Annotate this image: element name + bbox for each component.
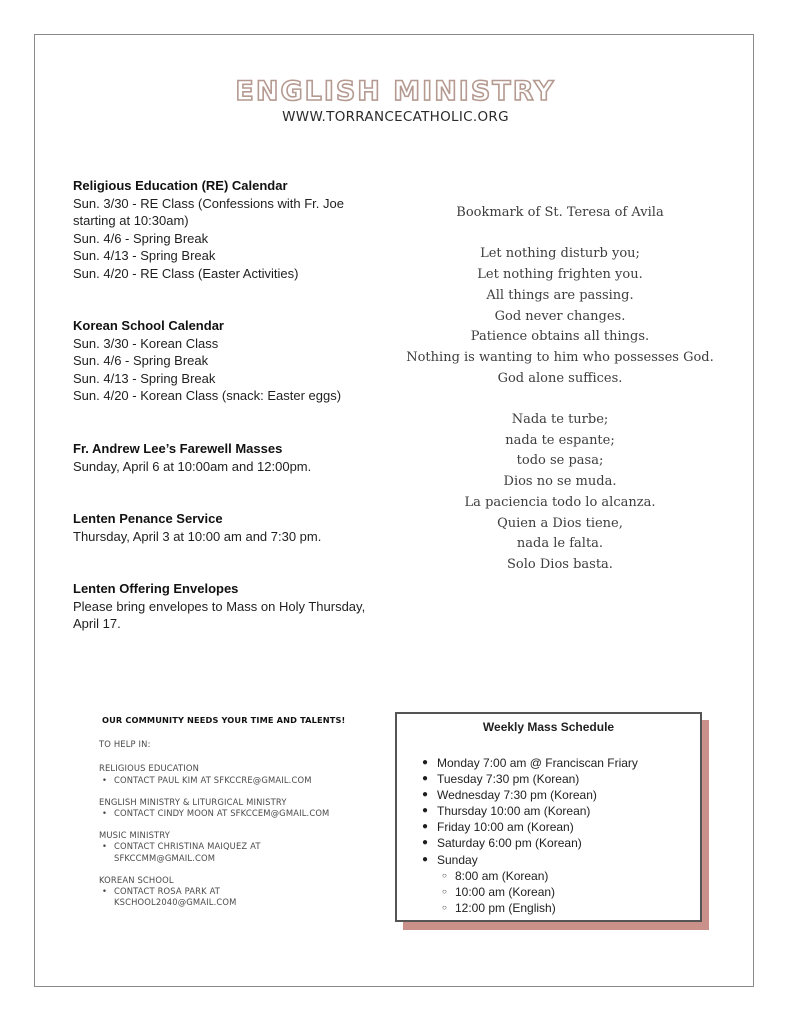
- bullet-icon: ●: [422, 757, 429, 768]
- sunday-mass-list: [397, 868, 700, 916]
- mass-time: Tuesday 7:30 pm (Korean): [437, 772, 580, 787]
- mass-time: 8:00 am (Korean): [455, 868, 549, 883]
- mass-time: Wednesday 7:30 pm (Korean): [437, 788, 597, 803]
- mass-schedule-box: [395, 712, 702, 922]
- poem-line: nada te espante;: [505, 432, 615, 448]
- bullet-icon: ●: [422, 837, 429, 849]
- page-title: ENGLISH MINISTRY: [235, 76, 556, 107]
- contact-text: CONTACT ROSA PARK AT KSCHOOL2040@GMAIL.COM: [114, 886, 237, 908]
- ministry-item: [99, 830, 389, 864]
- section-text: Thursday, April 3 at 10:00 am and 7:30 pm.: [73, 528, 322, 544]
- poem-line: Dios no se muda.: [503, 474, 617, 490]
- poem-stanza-english: [395, 244, 725, 389]
- bullet-icon: •: [102, 774, 108, 785]
- mass-schedule-title: Weekly Mass Schedule: [482, 720, 615, 734]
- calendar-line: Sun. 4/13 - Spring Break: [73, 248, 216, 263]
- korean-school-calendar-section: [73, 317, 383, 405]
- poem-stanza-spanish: [395, 410, 725, 576]
- calendar-line: Sun. 4/20 - Korean Class (snack: Easter eggs): [73, 388, 342, 403]
- ministry-contact: [99, 841, 389, 863]
- ministry-item: [99, 797, 389, 819]
- volunteer-heading: OUR COMMUNITY NEEDS YOUR TIME AND TALENTS!: [102, 715, 346, 725]
- mass-time: 10:00 am (Korean): [455, 884, 556, 899]
- poem-line: Let nothing frighten you.: [477, 267, 643, 283]
- poem-line: God alone suffices.: [497, 370, 623, 386]
- poem-line: All things are passing.: [486, 287, 634, 303]
- ministry-item: [99, 763, 389, 785]
- mass-time: Friday 10:00 am (Korean): [437, 820, 574, 835]
- poem-line: Quien a Dios tiene,: [497, 515, 623, 531]
- ministry-name: ENGLISH MINISTRY & LITURGICAL MINISTRY: [99, 796, 287, 807]
- section-title: Fr. Andrew Lee’s Farewell Masses: [73, 441, 283, 456]
- section-text: Please bring envelopes to Mass on Holy Thursday, April 17.: [73, 598, 366, 631]
- volunteer-intro: TO HELP IN:: [99, 739, 151, 750]
- bullet-icon: ●: [422, 805, 429, 817]
- poem-line: nada le falta.: [516, 536, 604, 552]
- ministry-name: MUSIC MINISTRY: [99, 830, 171, 841]
- re-calendar-section: [73, 177, 383, 282]
- poem-line: todo se pasa;: [516, 453, 604, 469]
- sunday-mass-item: [442, 884, 700, 900]
- poem-line: Nada te turbe;: [511, 412, 609, 427]
- section-title: Korean School Calendar: [73, 318, 224, 333]
- header: [0, 76, 791, 125]
- bullet-icon: ●: [422, 789, 429, 801]
- circle-bullet-icon: ○: [442, 902, 447, 912]
- contact-text: CONTACT CINDY MOON AT SFKCCEM@GMAIL.COM: [114, 808, 330, 819]
- sunday-mass-item: [442, 868, 700, 884]
- poem-line: God never changes.: [494, 308, 626, 324]
- section-title: Lenten Penance Service: [73, 511, 223, 526]
- ministry-item: [99, 875, 389, 909]
- mass-time: Monday 7:00 am @ Franciscan Friary: [437, 756, 638, 770]
- mass-item: [422, 771, 700, 787]
- mass-time: 12:00 pm (English): [455, 900, 556, 915]
- circle-bullet-icon: ○: [442, 870, 447, 880]
- mass-time: Thursday 10:00 am (Korean): [437, 804, 591, 819]
- bullet-icon: ●: [422, 821, 429, 833]
- poem-line: Nothing is wanting to him who possesses God.: [406, 349, 714, 365]
- offering-envelopes-section: [73, 580, 383, 633]
- bullet-icon: •: [102, 841, 108, 852]
- calendar-line: Sun. 4/20 - RE Class (Easter Activities): [73, 265, 299, 281]
- contact-text: CONTACT PAUL KIM AT SFKCCRE@GMAIL.COM: [114, 774, 312, 785]
- calendar-line: Sun. 4/6 - Spring Break: [73, 230, 209, 246]
- bookmark-poem: [395, 203, 725, 596]
- ministry-name: KOREAN SCHOOL: [99, 874, 174, 885]
- bullet-icon: ●: [422, 773, 429, 785]
- mass-item: [422, 835, 700, 851]
- poem-line: La paciencia todo lo alcanza.: [464, 494, 656, 510]
- poem-title: Bookmark of St. Teresa of Avila: [456, 205, 664, 220]
- poem-line: Patience obtains all things.: [470, 329, 650, 345]
- calendar-line: Sun. 3/30 - Korean Class: [73, 335, 219, 351]
- section-text: Sunday, April 6 at 10:00am and 12:00pm.: [73, 458, 312, 474]
- ministry-contact: [99, 808, 389, 819]
- mass-schedule-list: [397, 755, 700, 868]
- ministry-contact: [99, 775, 389, 786]
- poem-line: Let nothing disturb you;: [480, 246, 640, 262]
- ministry-name: RELIGIOUS EDUCATION: [99, 763, 199, 774]
- mass-item: [422, 787, 700, 803]
- contact-text: CONTACT CHRISTINA MAIQUEZ AT SFKCCMM@GMAIL.COM: [114, 841, 261, 863]
- penance-service-section: [73, 510, 383, 545]
- mass-time: Saturday 6:00 pm (Korean): [437, 836, 582, 851]
- volunteer-section: [99, 715, 389, 919]
- circle-bullet-icon: ○: [442, 886, 447, 896]
- section-title: Lenten Offering Envelopes: [73, 581, 239, 596]
- mass-item: [422, 755, 700, 771]
- calendar-line: Sun. 4/13 - Spring Break: [73, 370, 216, 386]
- mass-day: Sunday: [437, 852, 478, 867]
- mass-item: [422, 852, 700, 868]
- bullet-icon: ●: [422, 853, 429, 865]
- poem-line: Solo Dios basta.: [507, 556, 613, 572]
- ministry-contact: [99, 886, 389, 908]
- website-url: WWW.TORRANCECATHOLIC.ORG: [282, 109, 509, 125]
- bullet-icon: •: [102, 808, 108, 819]
- sunday-mass-item: [442, 900, 700, 916]
- bullet-icon: •: [102, 886, 108, 897]
- calendar-line: Sun. 4/6 - Spring Break: [73, 353, 209, 368]
- farewell-masses-section: [73, 440, 383, 475]
- mass-item: [422, 803, 700, 819]
- mass-item: [422, 819, 700, 835]
- section-title: Religious Education (RE) Calendar: [73, 178, 288, 193]
- calendar-line: Sun. 3/30 - RE Class (Confessions with Fr. Joe starting at 10:30am): [73, 195, 344, 228]
